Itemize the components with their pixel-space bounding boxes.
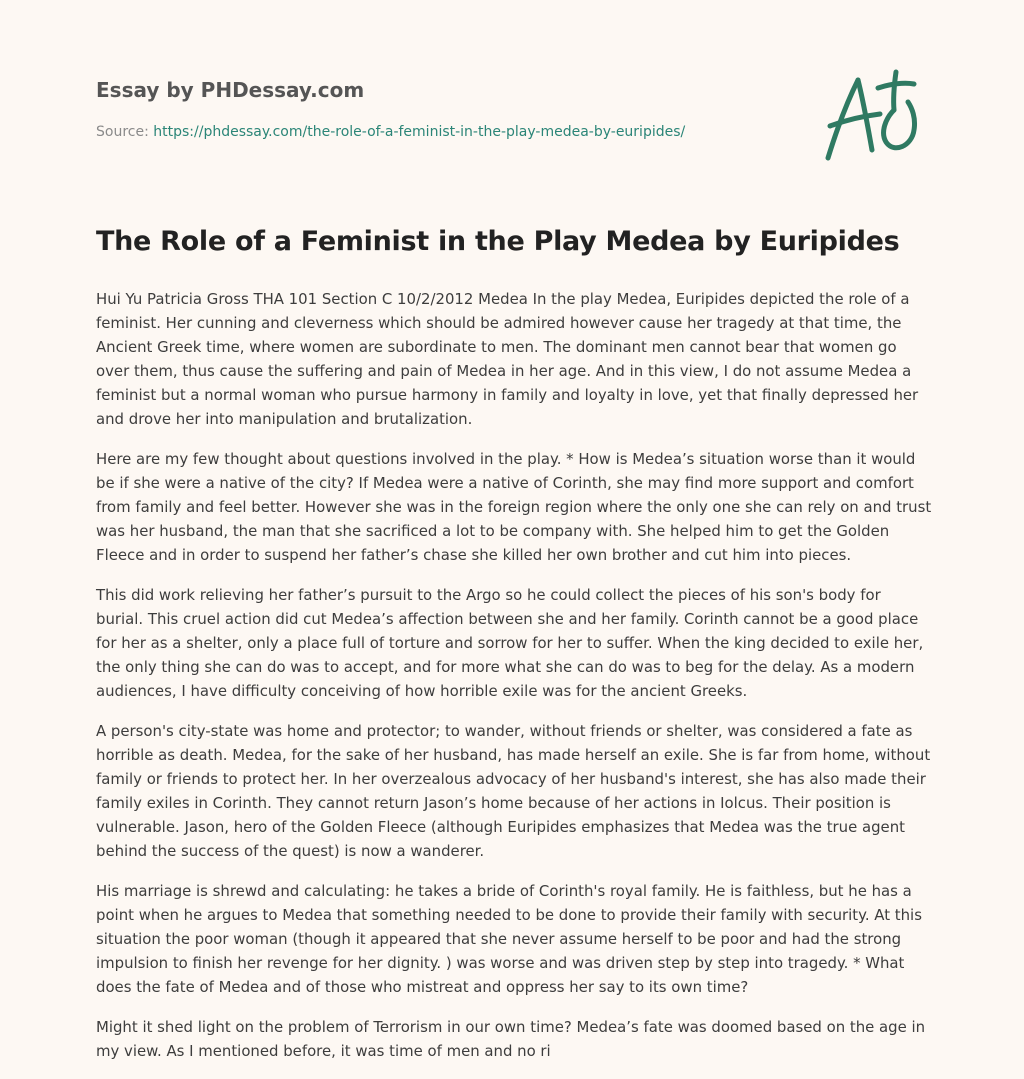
a-plus-logo-icon xyxy=(814,66,926,166)
essay-body xyxy=(96,287,932,1079)
source-label: Source: xyxy=(96,124,149,140)
essay-title: The Role of a Feminist in the Play Medea by Euripides xyxy=(96,226,900,257)
essay-paragraph: Hui Yu Patricia Gross THA 101 Section C 10/2/2012 Medea In the play Medea, Euripides depicted the role of a feminist. Her cunning and cleverness which should be admired however cause her tragedy at that time, the Ancient Greek time, where women are subordinate to men. The dominant men cannot bear that women go over them, thus cause the suffering and pain of Medea in her age. And in this view, I do not assume Medea a feminist but a normal woman who pursue harmony in family and loyalty in love, yet that finally depressed her and drove her into manipulation and brutalization. xyxy=(96,290,919,428)
site-title: Essay by PHDessay.com xyxy=(96,78,365,102)
essay-paragraph: Here are my few thought about questions involved in the play. * How is Medea’s situation worse than it would be if she were a native of the city? If Medea were a native of Corinth, she may find more support and comfort from family and feel better. However she was in the foreign region where the only one she can rely on and trust was her husband, the man that she sacrificed a lot to be company with. She helped him to get the Golden Fleece and in order to suspend her father’s chase she killed her own brother and cut him into pieces. xyxy=(96,450,932,564)
essay-paragraph: His marriage is shrewd and calculating: he takes a bride of Corinth's royal family. He is faithless, but he has a point when he argues to Medea that something needed to be done to provide their family with security. At this situation the poor woman (though it appeared that she never assume herself to be poor and had the strong impulsion to finish her revenge for her dignity. ) was worse and was driven step by step into tragedy. * What does the fate of Medea and of those who mistreat and oppress her say to its own time? xyxy=(96,882,922,996)
essay-paragraph: This did work relieving her father’s pursuit to the Argo so he could collect the pieces of his son's body for burial. This cruel action did cut Medea’s affection between she and her family. Corinth cannot be a good place for her as a shelter, only a place full of torture and sorrow for her to suffer. When the king decided to exile her, the only thing she can do was to accept, and for more what she can do was to beg for the delay. As a modern audiences, I have difficulty conceiving of how horrible exile was for the ancient Greeks. xyxy=(96,586,924,700)
source-line xyxy=(96,124,685,140)
essay-paragraph: A person's city-state was home and protector; to wander, without friends or shelter, was considered a fate as horrible as death. Medea, for the sake of her husband, has made herself an exile. She is far from home, without family or friends to protect her. In her overzealous advocacy of her husband's interest, she has also made their family exiles in Corinth. They cannot return Jason’s home because of her actions in Iolcus. Their position is vulnerable. Jason, hero of the Golden Fleece (although Euripides emphasizes that Medea was the true agent behind the success of the quest) is now a wanderer. xyxy=(96,722,931,860)
essay-paragraph: Might it shed light on the problem of Terrorism in our own time? Medea’s fate was doomed based on the age in my view. As I mentioned before, it was time of men and no ri xyxy=(96,1018,926,1060)
source-link[interactable]: https://phdessay.com/the-role-of-a-feminist-in-the-play-medea-by-euripides/ xyxy=(153,124,686,140)
